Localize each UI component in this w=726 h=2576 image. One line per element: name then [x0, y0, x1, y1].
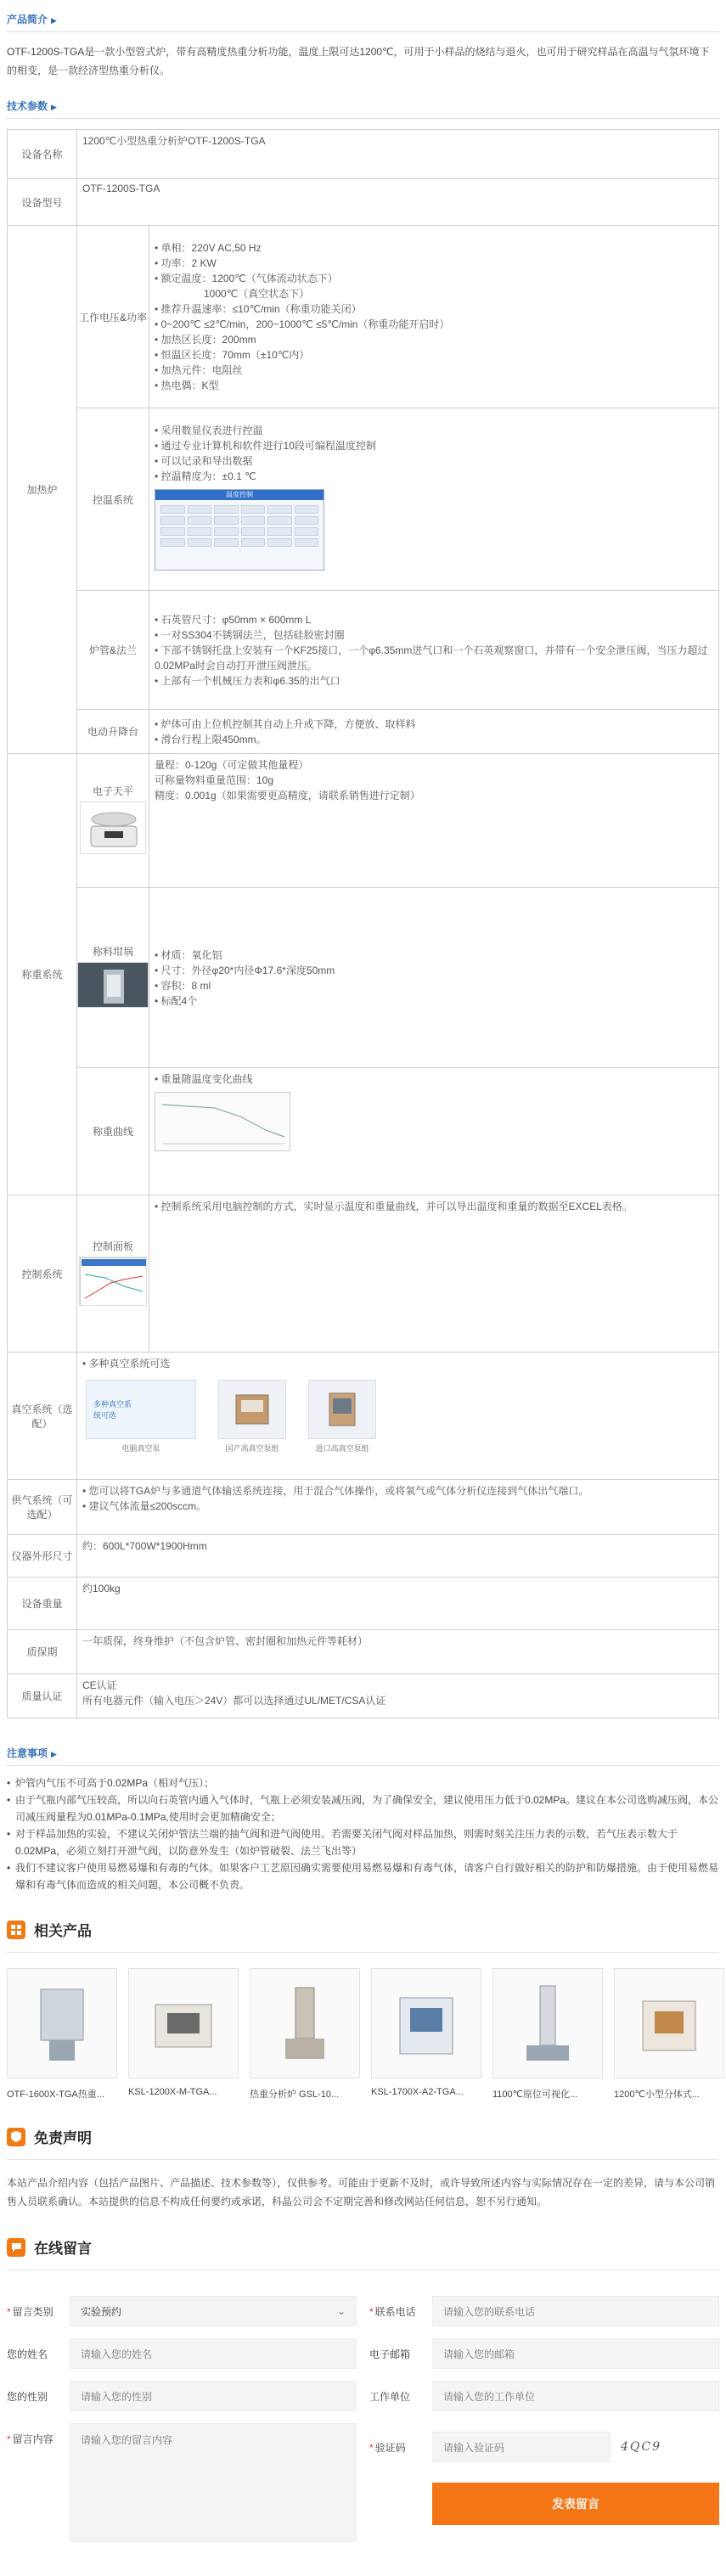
power-spec-item: • 加热元件：电阻丝: [155, 363, 713, 378]
category-row: [7, 2296, 357, 2326]
crucible-spec-item: • 尺寸：外径φ20*内径Φ17.6*深度50mm: [155, 963, 713, 978]
related-product-image[interactable]: [614, 1968, 724, 2078]
balance-content: [149, 754, 719, 888]
vac-card: 多种真空系统可选 电脑真空泵: [86, 1380, 196, 1454]
category-value: 实验预约: [81, 2305, 122, 2318]
size-label: 仪器外形尺寸: [8, 1535, 77, 1578]
control-label: 控温系统: [77, 408, 149, 591]
tube-content: [149, 591, 719, 710]
note-item: • 由于气瓶内部气压较高，所以向石英管内通入气体时，气瓶上必须安装减压阀，为了确保安全，建议使用压力低于0.02MPa。建议在本公司选购减压阀，本公司减压阀量程为0.01MPa-0.1MPa,使用时会更加精确安全；: [7, 1791, 719, 1825]
furnace-label: 加热炉: [8, 226, 77, 754]
phone-input[interactable]: 请输入您的联系电话: [432, 2296, 719, 2326]
related-product-card[interactable]: [7, 1968, 117, 2101]
control-spec-item: • 控温精度为：±0.1 ℃: [155, 469, 713, 484]
related-product-image[interactable]: [128, 1968, 239, 2078]
power-spec-item: • 热电偶：K型: [155, 378, 713, 393]
chevron-down-icon: ⌄: [336, 2305, 346, 2317]
form-header: [7, 2211, 719, 2270]
intro-text: OTF-1200S-TGA是一款小型管式炉，带有高精度热重分析功能，温度上限可达1200℃，可用于小样品的烧结与退火，也可用于研究样品在高温与气氛环境下的相变，是一款经济型热重分析仪。: [7, 46, 710, 76]
model-value: OTF-1200S-TGA: [77, 179, 719, 226]
vac-content: [77, 1353, 719, 1480]
vac-label: 真空系统（选配）: [8, 1353, 77, 1480]
power-spec-item: • 额定温度：1200℃（气体流动状态下）: [155, 271, 713, 286]
note-item: • 我们不建议客户使用易燃易爆和有毒的气体。如果客户工艺原因确实需要使用易燃易爆和有毒气体，请客户自行做好相关的防护和防爆措施。由于使用易燃易爆和有毒气体而造成的相关问题，本公司概不负责。: [7, 1859, 719, 1893]
cert-line: 所有电器元件（输入电压＞24V）都可以选择通过UL/MET/CSA认证: [82, 1695, 386, 1707]
email-row: [369, 2338, 719, 2369]
message-form: [0, 2270, 726, 2542]
related-header: [7, 1893, 719, 1953]
control-window-title: 温度控制: [155, 490, 324, 500]
spec-title: 技术参数 ▶: [7, 87, 719, 119]
ctrl-sys-label: 控制系统: [8, 1195, 77, 1353]
phone-row: [369, 2296, 719, 2326]
spec-table: [7, 129, 719, 1718]
gender-label: 您的性别: [7, 2390, 48, 2403]
message-textarea[interactable]: [70, 2423, 357, 2542]
related-product-card[interactable]: [492, 1968, 603, 2101]
disclaimer-title: 免责声明: [34, 2130, 92, 2146]
control-spec-item: • 可以记录和导出数据: [155, 453, 713, 469]
related-product-name[interactable]: OTF-1600X-TGA热重...: [7, 2089, 104, 2100]
balance-label: 电子天平: [92, 785, 133, 797]
name-label: 您的姓名: [7, 2348, 48, 2360]
related-product-image[interactable]: [250, 1968, 360, 2078]
related-product-name[interactable]: 热重分析炉 GSL-10...: [250, 2089, 340, 2100]
crucible-label: 称料坩埚: [92, 946, 133, 958]
balance-cell: [77, 754, 149, 888]
weight-label: 设备重量: [8, 1578, 77, 1630]
message-label: * 留言内容: [7, 2433, 53, 2445]
panel-content: [149, 1195, 719, 1353]
control-spec-item: • 通过专业计算机和软件进行10段可编程温度控制: [155, 438, 713, 453]
disclaimer-text: 本站产品介绍内容（包括产品图片、产品描述、技术参数等），仅供参考。可能由于更新不及时，或许导致所述内容与实际情况存在一定的差异，请与本公司销售人员联系确认。本站提供的信息不构成任何要约或承诺，科晶公司会不定期完善和修改网站任何信息，恕不另行通知。: [7, 2177, 716, 2208]
captcha-label: * 验证码: [369, 2441, 406, 2454]
related-product-image[interactable]: [492, 1968, 603, 2078]
category-label: * 留言类别: [7, 2305, 53, 2318]
company-row: [369, 2381, 719, 2411]
grid-icon: [7, 1921, 25, 1939]
submit-button[interactable]: 发表留言: [432, 2483, 719, 2525]
crucible-spec-item: • 标配4个: [155, 993, 713, 1009]
email-label: 电子邮箱: [369, 2348, 411, 2360]
power-spec-item: • 功率：2 KW: [155, 256, 713, 271]
name-input[interactable]: 请输入您的姓名: [70, 2338, 357, 2369]
related-product-image[interactable]: [7, 1968, 117, 2078]
panel-image: [79, 1257, 147, 1306]
device-name-value: 1200℃小型热重分析炉OTF-1200S-TGA: [77, 130, 719, 179]
notes-title: 注意事项 ▶: [7, 1734, 719, 1766]
disclaimer-header: [7, 2101, 719, 2160]
crucible-spec-item: • 容积：8 ml: [155, 978, 713, 993]
phone-label: * 联系电话: [369, 2305, 416, 2318]
curve-label: 称重曲线: [77, 1068, 149, 1195]
gender-row: [7, 2381, 357, 2411]
weight-value: 约100kg: [77, 1578, 719, 1630]
note-item: • 炉管内气压不可高于0.02MPa（相对气压）；: [7, 1775, 719, 1791]
related-product-card[interactable]: [128, 1968, 239, 2101]
chat-bubble-icon: [7, 2238, 25, 2257]
company-label: 工作单位: [369, 2390, 411, 2403]
power-spec-item: • 推荐升温速率：≤10℃/min（称重功能关闭）: [155, 301, 713, 317]
related-title: 相关产品: [34, 1923, 92, 1939]
vac-card: 进口高真空泵组: [308, 1380, 376, 1454]
cert-line: CE认证: [82, 1679, 117, 1691]
crucible-spec-item: • 材质：氧化铝: [155, 948, 713, 963]
related-product-name[interactable]: 1200℃小型分体式...: [614, 2089, 700, 2100]
related-product-name[interactable]: 1100℃原位可视化...: [492, 2089, 578, 2100]
lift-spec-item: • 炉体可由上位机控制其自动上升或下降，方便放、取样料: [155, 717, 713, 732]
cert-label: 质量认证: [8, 1674, 77, 1718]
cert-content: [77, 1674, 719, 1718]
gas-content: [77, 1480, 719, 1535]
message-row: [7, 2423, 357, 2542]
weigh-label: 称重系统: [8, 754, 77, 1195]
gender-input[interactable]: 请输入您的性别: [70, 2381, 357, 2411]
related-product-name[interactable]: KSL-1200X-M-TGA...: [128, 2087, 217, 2097]
control-spec-item: • 采用数显仪表进行控温: [155, 423, 713, 438]
notes-list: [0, 1766, 726, 1893]
power-label: 工作电压&功率: [77, 226, 149, 408]
power-spec-item: • 恒温区长度：70mm（±10℃内）: [155, 347, 713, 363]
balance-spec-line: 可称量物料重量范围：10g: [155, 774, 274, 786]
model-label: 设备型号: [8, 179, 77, 226]
vac-promo-text: 多种真空系统可选: [93, 1400, 132, 1420]
crucible-content: [149, 888, 719, 1068]
category-select[interactable]: [70, 2296, 357, 2326]
curve-spec-item: • 重量随温度变化曲线: [155, 1071, 713, 1087]
device-name-label: 设备名称: [8, 130, 77, 179]
power-spec-item: • 加热区长度：200mm: [155, 332, 713, 347]
power-spec-item: 1000℃（真空状态下）: [204, 288, 310, 300]
panel-spec-item: • 控制系统采用电脑控制的方式，实时显示温度和重量曲线，并可以导出温度和重量的数据至EXCEL表格。: [155, 1199, 713, 1214]
name-row: [7, 2338, 357, 2369]
warranty-value: 一年质保，终身维护（不包含炉管、密封圈和加热元件等耗材）: [77, 1630, 719, 1674]
panel-cell: [77, 1195, 149, 1353]
control-software-screenshot: [155, 489, 324, 571]
lift-label: 电动升降台: [77, 710, 149, 754]
gas-spec-item: • 建议气体流量≤200sccm。: [82, 1499, 713, 1514]
related-product-card[interactable]: [371, 1968, 481, 2101]
warranty-label: 质保期: [8, 1630, 77, 1674]
related-product-name[interactable]: KSL-1700X-A2-TGA...: [371, 2087, 464, 2097]
power-spec-item: • 0~200℃ ≤2℃/min，200~1000℃ ≤5℃/min（称重功能开启时）: [155, 317, 713, 332]
crucible-image: [77, 962, 149, 1008]
power-content: [149, 226, 719, 408]
related-product-card[interactable]: [250, 1968, 360, 2101]
tube-spec-item: • 上部有一个机械压力表和φ6.35的出气口: [155, 673, 713, 689]
email-input[interactable]: 请输入您的邮箱: [432, 2338, 719, 2369]
shield-icon: [7, 2128, 25, 2146]
crucible-cell: [77, 888, 149, 1068]
related-list: [0, 1953, 726, 2101]
captcha-input[interactable]: 请输入验证码: [432, 2432, 611, 2462]
power-spec-item: • 单相：220V AC,50 Hz: [155, 240, 713, 256]
note-item: • 对于样品加热的实验，不建议关闭炉管法兰端的抽气阀和进气阀使用。若需要关闭气阀对样品加热，则需时刻关注压力表的示数，若气压表示数大于0.02MPa，必须立刻打开泄气阀，以防意外发生（如炉管破裂、法兰飞出等）: [7, 1825, 719, 1859]
balance-image: [80, 801, 146, 854]
control-content: [149, 408, 719, 591]
lift-content: [149, 710, 719, 754]
form-title: 在线留言: [34, 2241, 92, 2257]
size-value: 约：600L*700W*1900Hmm: [77, 1535, 719, 1578]
tube-spec-item: • 石英管尺寸：φ50mm × 600mm L: [155, 612, 713, 627]
tube-spec-item: • 一对SS304不锈钢法兰，包括硅胶密封圈: [155, 627, 713, 643]
captcha-image[interactable]: 4QC9: [621, 2440, 662, 2454]
lift-spec-item: • 滑台行程上限450mm。: [155, 732, 713, 747]
tube-spec-item: • 下部不锈钢托盘上安装有一个KF25接口，一个φ6.35mm进气口和一个石英观察窗口，并带有一个安全泄压阀，当压力超过0.02MPa时会自动打开泄压阀泄压。: [155, 643, 713, 673]
panel-label: 控制面板: [92, 1240, 133, 1252]
gas-spec-item: • 您可以将TGA炉与多通道气体输送系统连接，用于混合气体操作，或将氧气或气体分析仪连接到气体出气端口。: [82, 1483, 713, 1499]
company-input[interactable]: 请输入您的工作单位: [432, 2381, 719, 2411]
balance-spec-line: 精度：0.001g（如果需要更高精度，请联系销售进行定制）: [155, 790, 420, 801]
curve-content: [149, 1068, 719, 1195]
related-product-image[interactable]: [371, 1968, 481, 2078]
tube-label: 炉管&法兰: [77, 591, 149, 710]
vac-spec-item: • 多种真空系统可选: [82, 1356, 713, 1371]
captcha-row: [369, 2423, 719, 2471]
related-product-card[interactable]: [614, 1968, 724, 2101]
gas-label: 供气系统（可选配）: [8, 1480, 77, 1535]
balance-spec-line: 量程：0-120g（可定做其他量程）: [155, 759, 309, 771]
intro-title: 产品简介 ▶: [7, 0, 719, 32]
vac-card: 国产高真空泵组: [218, 1380, 286, 1454]
weight-curve-thumbnail: [155, 1092, 290, 1151]
